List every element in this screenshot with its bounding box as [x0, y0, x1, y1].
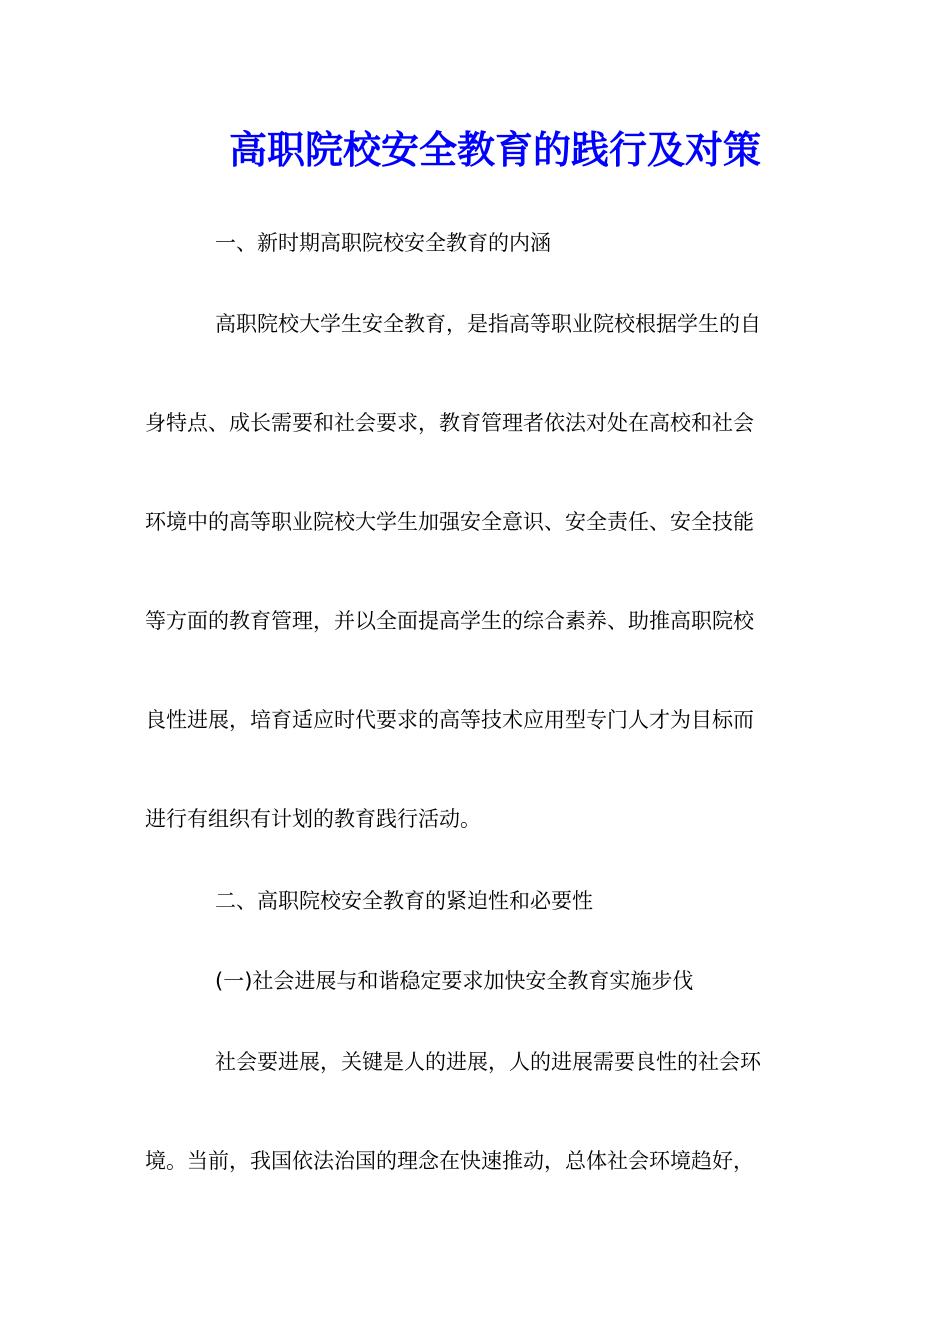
- subsection-heading: (一)社会进展与和谐稳定要求加快安全教育实施步伐: [215, 969, 694, 993]
- paragraph-line: 等方面的教育管理，并以全面提高学生的综合素养、助推高职院校: [145, 609, 754, 633]
- document-title: 高职院校安全教育的践行及对策: [228, 127, 761, 172]
- paragraph-line: 身特点、成长需要和社会要求，教育管理者依法对处在高校和社会: [145, 411, 754, 435]
- paragraph-line: 进行有组织有计划的教育践行活动。: [145, 807, 481, 831]
- paragraph-line: 良性进展，培育适应时代要求的高等技术应用型专门人才为目标而: [145, 708, 754, 732]
- paragraph-line: 环境中的高等职业院校大学生加强安全意识、安全责任、安全技能: [145, 510, 754, 534]
- section-heading-1: 一、新时期高职院校安全教育的内涵: [215, 231, 551, 255]
- paragraph-line: 社会要进展，关键是人的进展，人的进展需要良性的社会环: [215, 1050, 761, 1074]
- section-heading-2: 二、高职院校安全教育的紧迫性和必要性: [215, 889, 593, 913]
- paragraph-line: 境。当前，我国依法治国的理念在快速推动，总体社会环境趋好，: [145, 1149, 754, 1173]
- paragraph-line: 高职院校大学生安全教育，是指高等职业院校根据学生的自: [215, 312, 761, 336]
